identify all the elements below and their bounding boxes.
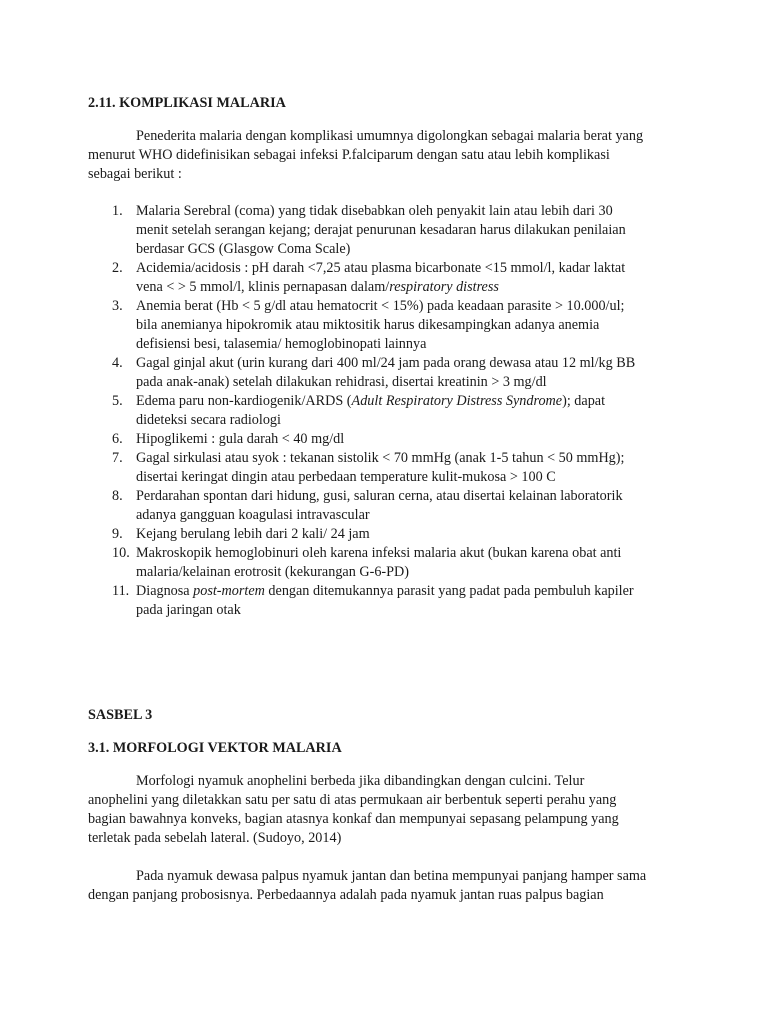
list-item: 10. Makroskopik hemoglobinuri oleh karena infeksi malaria akut (bukan karena obat anti malaria/kelainan erotrosit (kekurangan G-6-PD) [112,545,622,580]
list-number: 10. [112,545,130,561]
list-item: 7. Gagal sirkulasi atau syok : tekanan sistolik < 70 mmHg (anak 1-5 tahun < 50 mmHg); disertai keringat dingin atau perbedaan temperature kulit-mukosa > 100 C [112,450,625,485]
list-number: 7. [112,450,123,466]
intro-line: Penederita malaria dengan komplikasi umumnya digolongkan sebagai malaria berat yang [136,128,644,144]
list-number: 4. [112,355,123,371]
morfologi-paragraph-1: Morfologi nyamuk anophelini berbeda jika dibandingkan dengan culcini. Telur anophelini yang diletakkan satu per satu di atas permukaan air berbentuk seperti perahu yang bagian bawahnya konveks, bagian atasnya konkaf dan mempunyai sepasang pelampung yang terletak pada sebelah lateral. (Sudoyo, 2014) [88,773,619,846]
list-item: 11. Diagnosa post-mortem dengan ditemukannya parasit yang padat pada pembuluh kapiler pada jaringan otak [112,583,634,618]
complication-list [112,202,672,620]
list-number: 11. [112,583,130,599]
list-item: 4. Gagal ginjal akut (urin kurang dari 400 ml/24 jam pada orang dewasa atau 12 ml/kg BB pada anak-anak) setelah dilakukan rehidrasi, disertai kreatinin > 3 mg/dl [112,355,636,390]
section-heading-sasbel: SASBEL 3 [88,707,153,723]
morfologi-paragraph-2: Pada nyamuk dewasa palpus nyamuk jantan dan betina mempunyai panjang hamper sama dengan panjang probosisnya. Perbedaannya adalah pada nyamuk jantan ruas palpus bagian [88,868,647,903]
list-item: 8. Perdarahan spontan dari hidung, gusi, saluran cerna, atau disertai kelainan laboratorik adanya gangguan koagulasi intravascular [112,488,623,523]
list-item: 2. Acidemia/acidosis : pH darah <7,25 atau plasma bicarbonate <15 mmol/l, kadar laktat vena < > 5 mmol/l, klinis pernapasan dalam/respiratory distress [112,260,626,295]
intro-line: menurut WHO didefinisikan sebagai infeksi P.falciparum dengan satu atau lebih komplikasi [88,147,610,163]
list-number: 9. [112,526,123,542]
list-item: 6. Hipoglikemi : gula darah < 40 mg/dl [112,431,345,447]
list-item: 3. Anemia berat (Hb < 5 g/dl atau hematocrit < 15%) pada keadaan parasite > 10.000/ul; bila anemianya hipokromik atau miktositik harus dikesampingkan adanya anemia defisiensi besi, talasemia/ hemoglobinopati lainnya [112,298,625,352]
list-item: 5. Edema paru non-kardiogenik/ARDS (Adult Respiratory Distress Syndrome); dapat dideteksi secara radiologi [112,393,606,428]
section-heading-komplikasi: 2.11. KOMPLIKASI MALARIA [88,95,286,111]
list-number: 5. [112,393,123,409]
list-item: 9. Kejang berulang lebih dari 2 kali/ 24 jam [112,526,370,542]
list-number: 1. [112,203,123,219]
intro-line: sebagai berikut : [88,166,182,182]
list-number: 8. [112,488,123,504]
list-item: 1. Malaria Serebral (coma) yang tidak disebabkan oleh penyakit lain atau lebih dari 30 menit setelah serangan kejang; derajat penurunan kesadaran harus dilakukan penilaian berdasar GCS (Glasgow Coma Scale) [112,203,626,257]
intro-paragraph [88,127,688,184]
subsection-heading-morfologi: 3.1. MORFOLOGI VEKTOR MALARIA [88,740,342,756]
list-number: 6. [112,431,123,447]
list-number: 2. [112,260,123,276]
list-number: 3. [112,298,123,314]
